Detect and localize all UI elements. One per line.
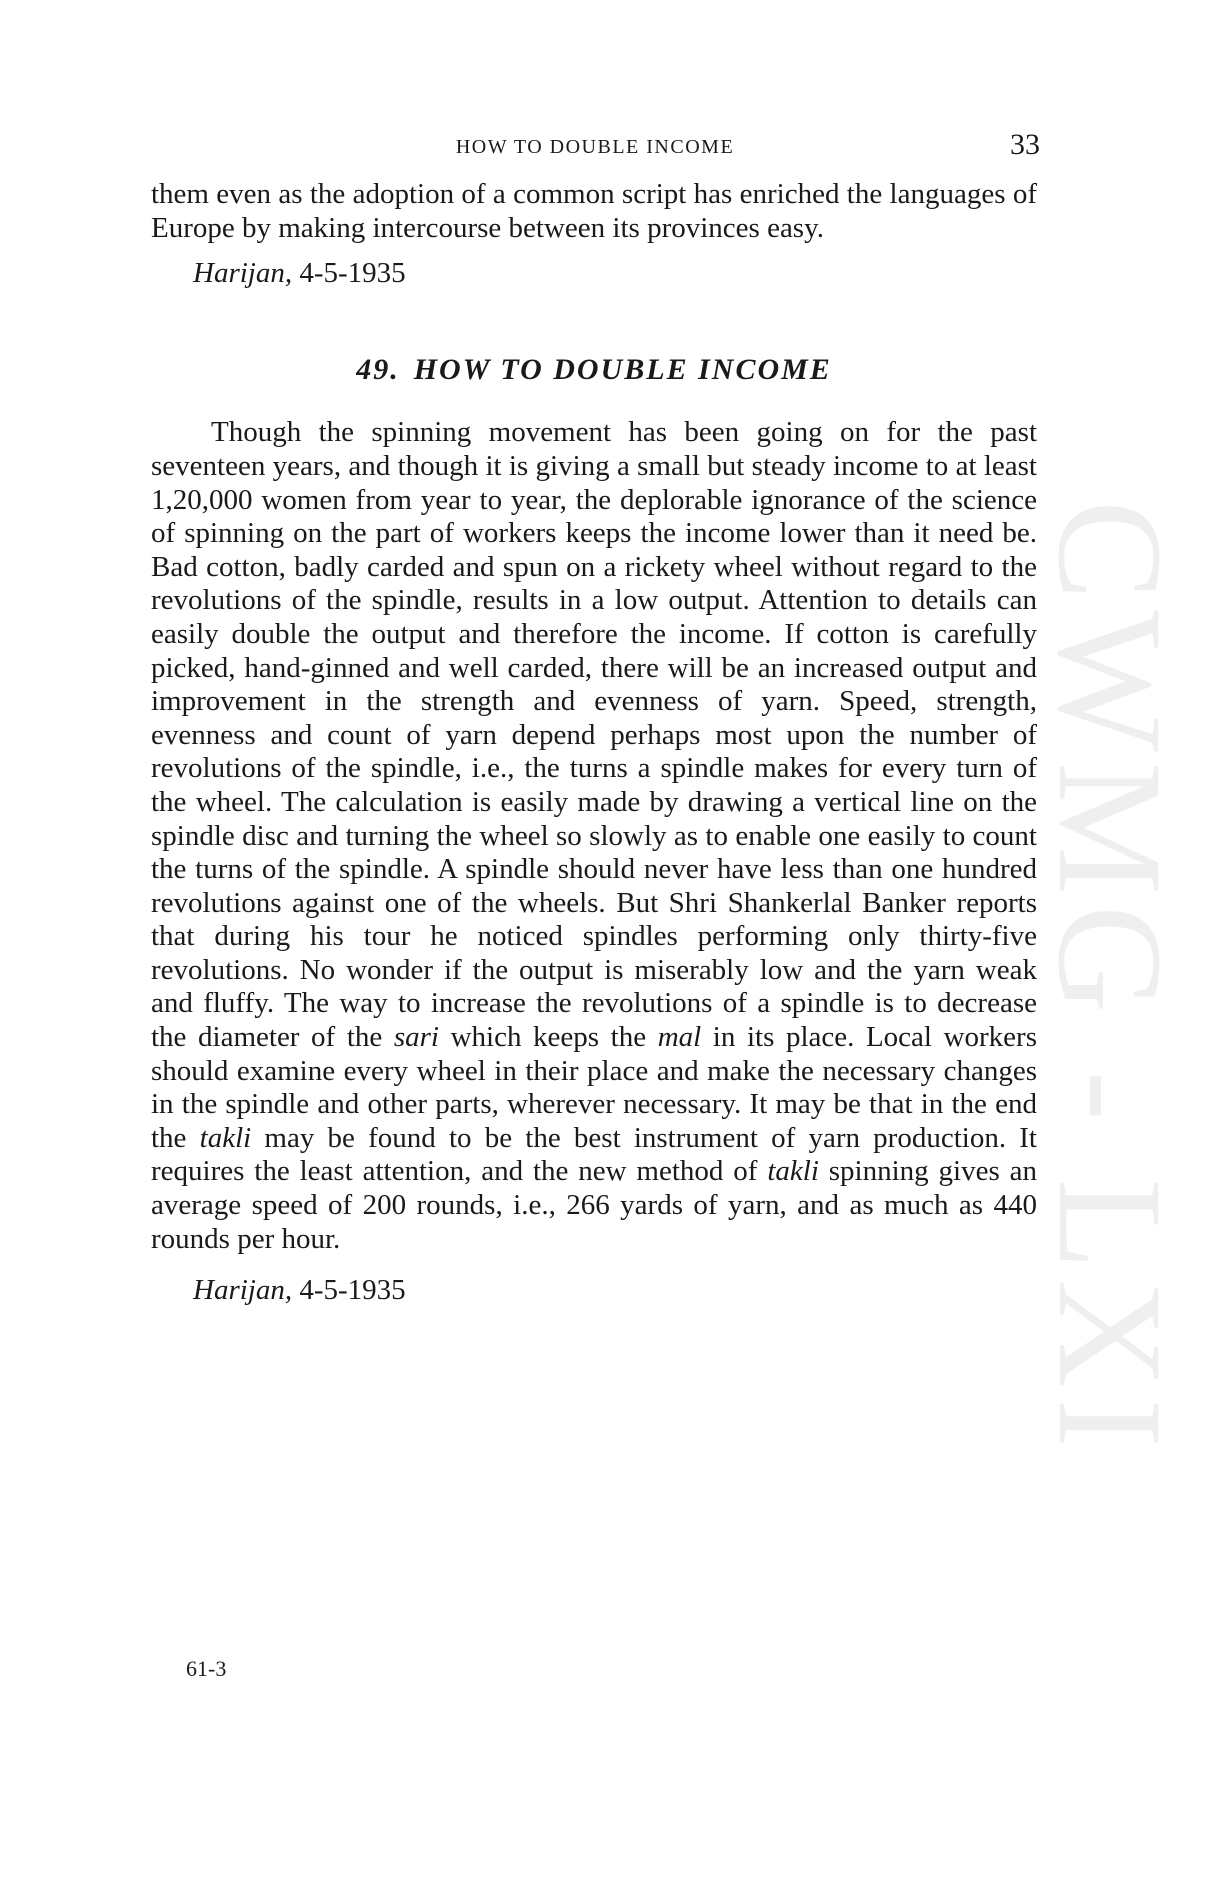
citation-date: 4-5-1935 bbox=[299, 1274, 406, 1307]
page-number: 33 bbox=[1010, 128, 1040, 161]
body-italic-term: takli bbox=[199, 1121, 252, 1154]
article-body bbox=[151, 416, 1037, 1256]
running-head bbox=[150, 128, 1040, 166]
citation-source: Harijan, bbox=[193, 257, 293, 290]
signature-mark: 61-3 bbox=[186, 1656, 227, 1681]
watermark: CWMG - LXI bbox=[1027, 500, 1193, 1459]
article-heading bbox=[151, 353, 1037, 387]
citation-source: Harijan, bbox=[193, 1274, 293, 1307]
body-text: may be found to be the best instrument of yarn production. It requires the least attention, and the new method of bbox=[151, 1121, 1037, 1188]
body-text: which keeps the bbox=[438, 1021, 658, 1054]
running-title: HOW TO DOUBLE INCOME bbox=[455, 136, 735, 158]
continuation-paragraph: them even as the adoption of a common script has enriched the languages of Europe by making intercourse between its provinces easy. bbox=[151, 178, 1037, 244]
body-italic-term: mal bbox=[657, 1021, 702, 1054]
article-citation bbox=[193, 1274, 1037, 1308]
citation-date: 4-5-1935 bbox=[299, 257, 406, 290]
continuation-citation bbox=[193, 257, 1037, 291]
body-italic-term: takli bbox=[767, 1155, 819, 1188]
text-block bbox=[151, 178, 1037, 1308]
body-text: Though the spinning movement has been going on for the past seventeen years, and though it is giving a small but steady income to at least 1,20,000 women from year to year, the deplorable ignorance of the science of spinning on the part of workers keeps the income lower than it need be. Bad cotton, badly carded and spun on a rickety wheel without regard to the revolutions of the spindle, results in a low output. Attention to details can easily double the output and therefore the income. If cotton is carefully picked, hand-ginned and well carded, there will be an increased output and improvement in the strength and evenness of yarn. Speed, strength, evenness and count of yarn depend perhaps most upon the number of revolutions of the spindle, i.e., the turns a spindle makes for every turn of the wheel. The calculation is easily made by drawing a vertical line on the spindle disc and turning the wheel so slowly as to enable one easily to count the turns of the spindle. A spindle should never have less than one hundred revolutions against one of the wheels. But Shri Shankerlal Banker reports that during his tour he noticed spindles performing only thirty-five revolutions. No wonder if the output is miserably low and the yarn weak and fluffy. The way to increase the revolutions of a spindle is to decrease the diameter of the bbox=[151, 416, 1037, 1054]
article-number: 49. bbox=[356, 352, 400, 386]
body-text: in its place. Local workers should examine every wheel in their place and make the necessary changes in the spindle and other parts, wherever necessary. It may be that in the end the bbox=[151, 1021, 1037, 1154]
article-title: HOW TO DOUBLE INCOME bbox=[413, 352, 832, 386]
body-italic-term: sari bbox=[393, 1021, 439, 1054]
body-text: spinning gives an average speed of 200 rounds, i.e., 266 yards of yarn, and as much as 440 rounds per hour. bbox=[151, 1155, 1037, 1255]
